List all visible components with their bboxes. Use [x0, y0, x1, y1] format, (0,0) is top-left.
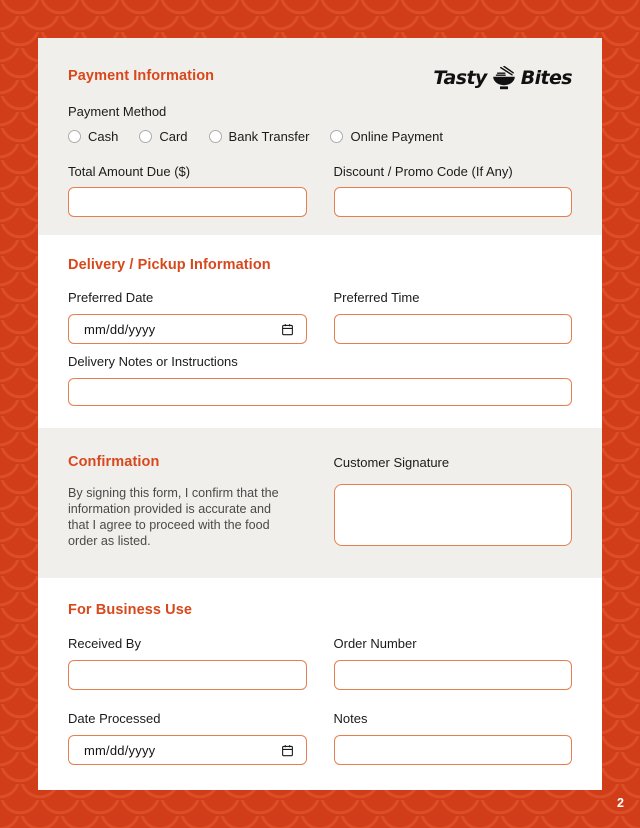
order-number-label: Order Number: [333, 636, 417, 651]
delivery-notes-label: Delivery Notes or Instructions: [68, 354, 238, 369]
radio-label-card: Card: [159, 129, 188, 144]
delivery-notes-input[interactable]: [68, 378, 572, 406]
section-for-business-use: [38, 578, 602, 790]
radio-label-bank-transfer: Bank Transfer: [228, 129, 310, 144]
discount-code-input[interactable]: [334, 187, 573, 217]
date-placeholder-text: mm/dd/yyyy: [84, 742, 156, 758]
radio-button-bank-transfer[interactable]: [209, 130, 222, 143]
payment-method-label: Payment Method: [68, 104, 167, 119]
radio-label-online-payment: Online Payment: [350, 129, 443, 144]
confirmation-section-title: Confirmation: [68, 454, 160, 470]
notes-input[interactable]: [334, 735, 573, 765]
radio-option-cash[interactable]: [68, 130, 118, 143]
notes-label: Notes: [333, 711, 368, 726]
brand-name-right: Bites: [520, 67, 572, 89]
radio-label-cash: Cash: [88, 129, 119, 144]
signature-field[interactable]: [334, 484, 573, 546]
calendar-icon[interactable]: [281, 323, 294, 336]
discount-code-label: Discount / Promo Code (If Any): [333, 164, 513, 179]
received-by-input[interactable]: [68, 660, 307, 690]
order-number-input[interactable]: [334, 660, 573, 690]
form-card: [38, 38, 602, 790]
preferred-time-input[interactable]: [334, 314, 573, 344]
radio-button-online-payment[interactable]: [330, 130, 343, 143]
date-placeholder-text: mm/dd/yyyy: [84, 321, 156, 337]
section-confirmation: [38, 428, 602, 578]
radio-button-card[interactable]: [139, 130, 152, 143]
confirmation-statement: By signing this form, I confirm that the information provided is accurate and that I agree to proceed with the food order as listed.: [68, 486, 279, 548]
radio-option-card[interactable]: [139, 130, 187, 143]
date-processed-label: Date Processed: [68, 711, 161, 726]
preferred-time-label: Preferred Time: [333, 290, 420, 305]
calendar-icon[interactable]: [281, 744, 294, 757]
section-delivery-pickup: [38, 235, 602, 428]
radio-button-cash[interactable]: [68, 130, 81, 143]
radio-option-online-payment[interactable]: [330, 130, 443, 143]
received-by-label: Received By: [68, 636, 141, 651]
business-section-title: For Business Use: [68, 602, 193, 618]
delivery-section-title: Delivery / Pickup Information: [68, 257, 271, 273]
preferred-date-label: Preferred Date: [68, 290, 154, 305]
payment-section-title: Payment Information: [68, 68, 215, 84]
brand-logo: [433, 66, 572, 90]
total-amount-input[interactable]: [68, 187, 307, 217]
noodle-bowl-icon: [491, 66, 517, 90]
brand-name-left: Tasty: [433, 67, 487, 89]
preferred-date-input[interactable]: [68, 314, 307, 344]
radio-option-bank-transfer[interactable]: [209, 130, 310, 143]
section-payment-information: [38, 38, 602, 235]
date-processed-input[interactable]: [68, 735, 307, 765]
page-number: 2: [617, 796, 624, 810]
payment-method-options: [68, 130, 572, 143]
customer-signature-label: Customer Signature: [333, 455, 450, 470]
total-amount-label: Total Amount Due ($): [68, 164, 191, 179]
